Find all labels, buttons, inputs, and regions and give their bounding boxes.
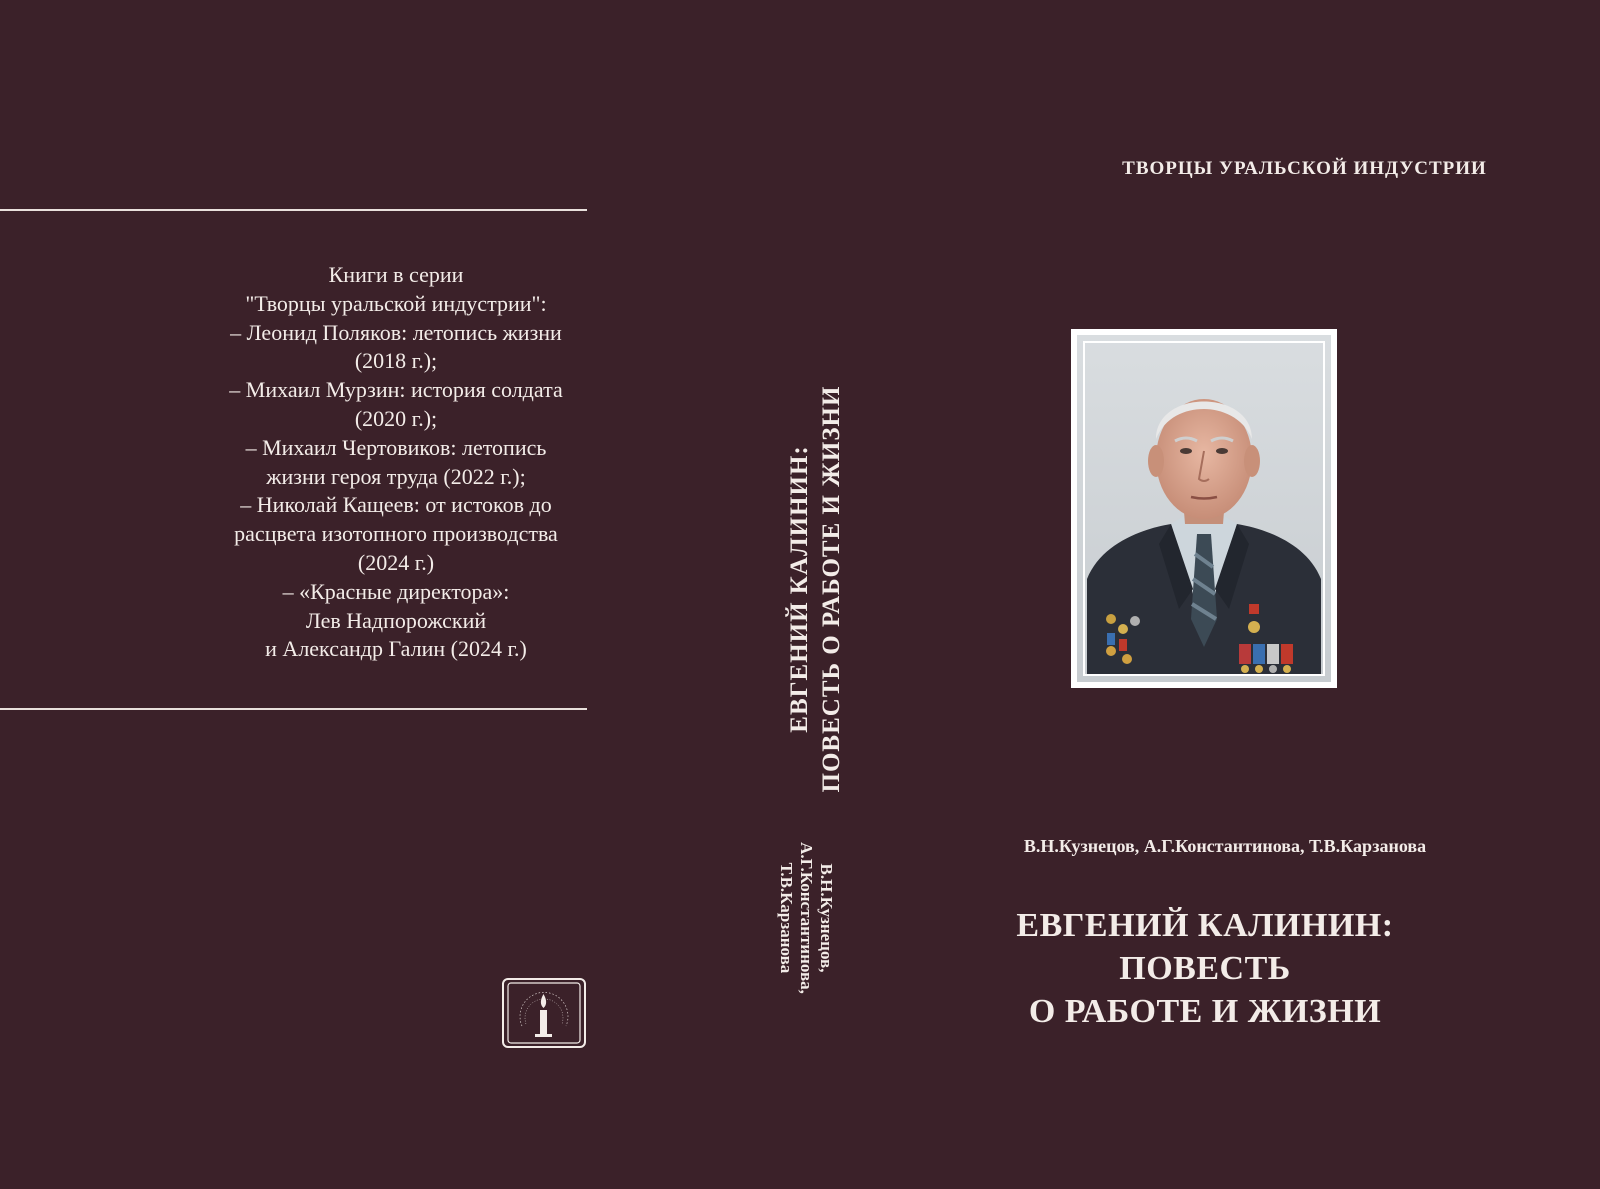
spine-title xyxy=(784,386,848,793)
back-cover xyxy=(0,0,740,1189)
book-title xyxy=(960,904,1450,1033)
book-title-line: ЕВГЕНИЙ КАЛИНИН: xyxy=(1016,907,1394,944)
series-list-line: – Михаил Чертовиков: летопись xyxy=(245,434,547,460)
series-list-line: жизни героя труда (2022 г.); xyxy=(266,463,526,489)
series-list-line: и Александр Галин (2024 г.) xyxy=(265,636,527,662)
spine-title-line: ПОВЕСТЬ О РАБОТЕ И ЖИЗНИ xyxy=(818,385,845,793)
spine-author: В.Н.Кузнецов, xyxy=(817,863,836,973)
series-list-line: (2024 г.) xyxy=(357,549,435,575)
series-list-line: (2018 г.); xyxy=(354,348,438,374)
series-list-line: Книги в серии xyxy=(328,262,464,287)
series-list-line: Лев Надпорожский xyxy=(305,607,487,633)
candle-emblem-icon xyxy=(502,978,586,1048)
spine-author: Т.В.Карзанова xyxy=(777,862,796,974)
series-list-line: – «Красные директора»: xyxy=(282,578,510,604)
front-authors: В.Н.Кузнецов, А.Г.Константинова, Т.В.Карзанова xyxy=(1023,836,1427,856)
book-title-line: О РАБОТЕ И ЖИЗНИ xyxy=(1028,993,1382,1030)
spine-title-line: ЕВГЕНИЙ КАЛИНИН: xyxy=(786,445,813,733)
series-list-line: расцвета изотопного производства xyxy=(234,521,558,547)
spine-author: А.Г.Константинова, xyxy=(797,842,816,994)
series-list-line: "Творцы уральской индустрии": xyxy=(245,290,547,316)
series-list-line: (2020 г.); xyxy=(354,405,438,431)
spine-authors xyxy=(776,842,836,994)
top-divider-line xyxy=(0,209,587,211)
series-list-line: – Леонид Поляков: летопись жизни xyxy=(230,319,562,345)
bottom-divider-line xyxy=(0,708,587,710)
series-name: ТВОРЦЫ УРАЛЬСКОЙ ИНДУСТРИИ xyxy=(1122,158,1487,179)
series-list-line: – Николай Кащеев: от истоков до xyxy=(240,492,552,518)
author-portrait xyxy=(1071,329,1337,688)
series-list-line: – Михаил Мурзин: история солдата xyxy=(229,377,563,403)
book-title-line: ПОВЕСТЬ xyxy=(1119,950,1291,987)
series-book-list xyxy=(200,261,592,664)
